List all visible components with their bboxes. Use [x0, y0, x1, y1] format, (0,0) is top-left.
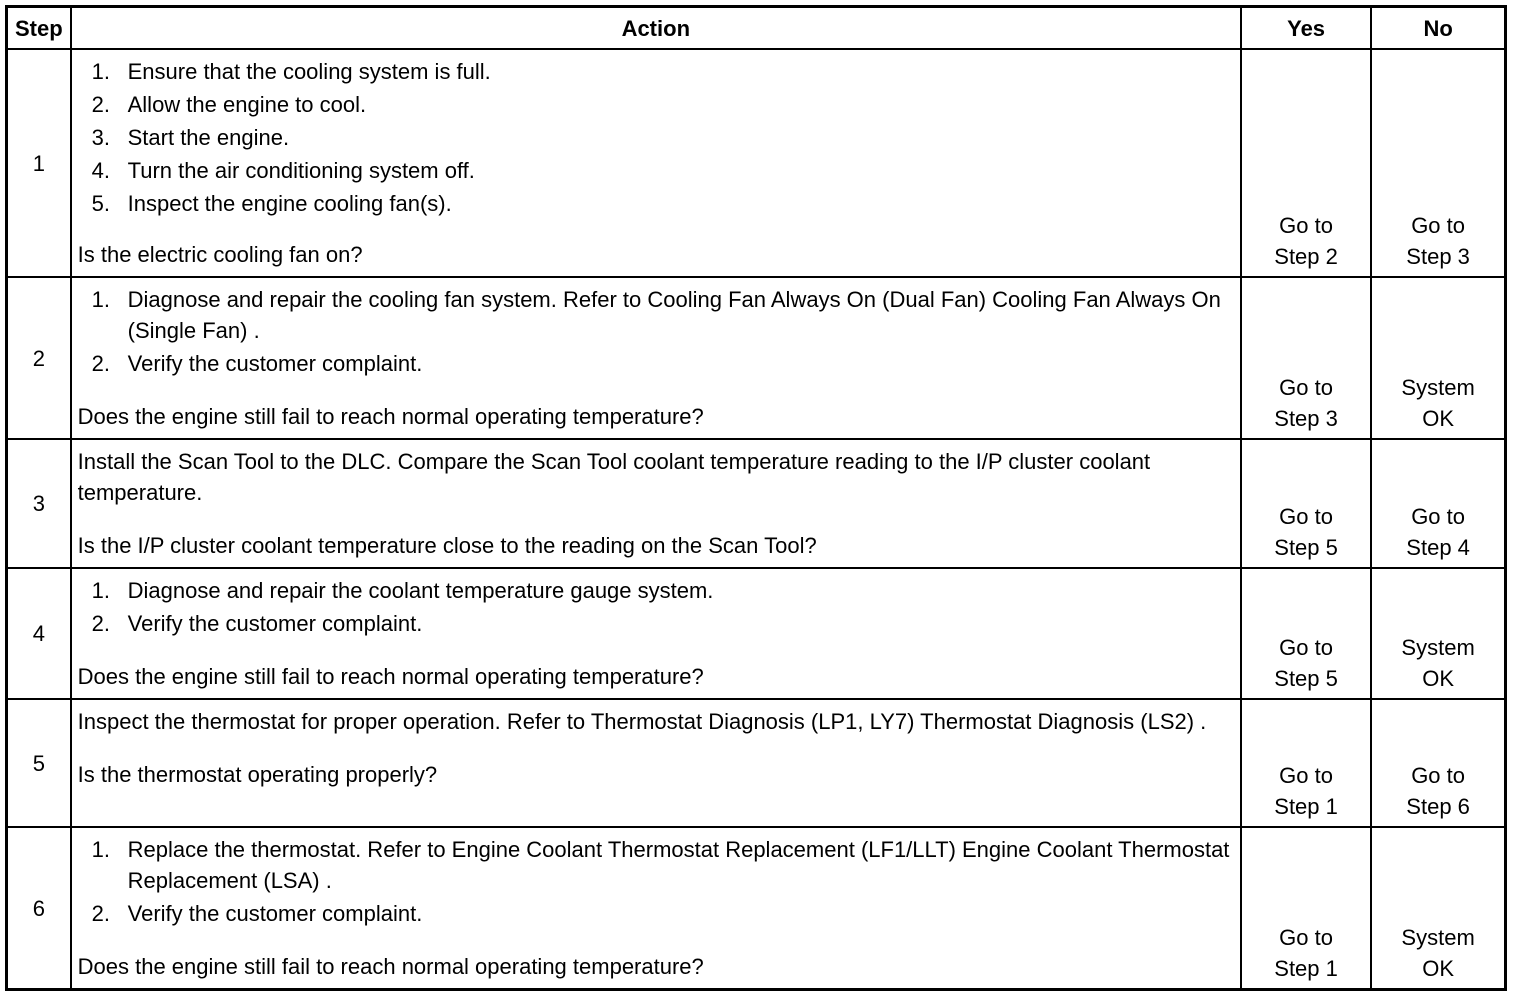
yes-result [1241, 827, 1371, 990]
list-item-number: 3. [91, 125, 110, 150]
no-result-line-1: Go to [1411, 763, 1465, 788]
header-step: Step [7, 7, 71, 50]
yes-result-line-2: Step 3 [1274, 406, 1338, 431]
list-item-number: 2. [91, 611, 110, 636]
action-paragraph: Install the Scan Tool to the DLC. Compare the Scan Tool coolant temperature reading to the I/P cluster coolant temperature. [77, 449, 1151, 505]
action-list [78, 56, 1232, 219]
no-result [1371, 699, 1505, 827]
yes-result-line-1: Go to [1279, 375, 1333, 400]
list-item-text: Verify the customer complaint. [127, 611, 423, 636]
list-item-number: 2. [91, 92, 110, 117]
yes-result-line-1: Go to [1279, 925, 1333, 950]
no-result-line-2: OK [1422, 666, 1454, 691]
table-row [7, 439, 1506, 568]
no-result [1371, 568, 1505, 699]
list-item-text: Verify the customer complaint. [127, 901, 423, 926]
no-result-line-2: OK [1422, 406, 1454, 431]
action-cell [71, 699, 1241, 827]
list-item-number: 1. [91, 59, 110, 84]
no-result-line-1: Go to [1411, 213, 1465, 238]
action-question: Is the electric cooling fan on? [77, 242, 363, 267]
yes-result-line-2: Step 2 [1274, 244, 1338, 269]
list-item [78, 834, 1232, 896]
list-item-text: Allow the engine to cool. [127, 92, 367, 117]
table-row [7, 568, 1506, 699]
yes-result-line-2: Step 5 [1274, 535, 1338, 560]
yes-result-line-1: Go to [1279, 763, 1333, 788]
action-list [78, 575, 1232, 639]
yes-result-line-2: Step 1 [1274, 956, 1338, 981]
action-paragraph: Inspect the thermostat for proper operation. Refer to Thermostat Diagnosis (LP1, LY7) Thermostat Diagnosis (LS2) . [77, 709, 1207, 734]
yes-result [1241, 277, 1371, 439]
list-item [78, 89, 1232, 120]
list-item-text: Diagnose and repair the coolant temperature gauge system. [127, 578, 714, 603]
action-cell [71, 827, 1241, 990]
list-item-number: 1. [91, 287, 110, 312]
yes-result [1241, 699, 1371, 827]
yes-result-line-2: Step 1 [1274, 794, 1338, 819]
no-result-line-2: Step 3 [1406, 244, 1470, 269]
list-item-text: Ensure that the cooling system is full. [127, 59, 491, 84]
table-row [7, 699, 1506, 827]
list-item [78, 155, 1232, 186]
list-item-number: 5. [91, 191, 110, 216]
step-number: 1 [7, 49, 71, 277]
action-list [78, 284, 1232, 379]
list-item [78, 898, 1232, 929]
no-result-line-2: Step 6 [1406, 794, 1470, 819]
list-item-text: Inspect the engine cooling fan(s). [127, 191, 452, 216]
list-item-text: Start the engine. [127, 125, 290, 150]
list-item [78, 122, 1232, 153]
no-result-line-1: System [1401, 925, 1475, 950]
action-cell [71, 568, 1241, 699]
list-item-number: 1. [91, 837, 110, 862]
list-item-text: Turn the air conditioning system off. [127, 158, 475, 183]
action-question: Does the engine still fail to reach normal operating temperature? [77, 954, 704, 979]
list-item [78, 348, 1232, 379]
no-result [1371, 439, 1505, 568]
list-item-text: Verify the customer complaint. [127, 351, 423, 376]
diagnostic-table [5, 5, 1507, 991]
step-number: 3 [7, 439, 71, 568]
list-item-number: 2. [91, 901, 110, 926]
step-number: 2 [7, 277, 71, 439]
no-result-line-2: OK [1422, 956, 1454, 981]
list-item [78, 56, 1232, 87]
list-item [78, 188, 1232, 219]
list-item-text: Replace the thermostat. Refer to Engine Coolant Thermostat Replacement (LF1/LLT) Engine Coolant Thermostat Replacement (LSA) . [127, 837, 1230, 893]
yes-result [1241, 568, 1371, 699]
list-item-text: Diagnose and repair the cooling fan system. Refer to Cooling Fan Always On (Dual Fan) Cooling Fan Always On (Single Fan) . [127, 287, 1221, 343]
step-number: 4 [7, 568, 71, 699]
header-row [7, 7, 1506, 50]
action-list [78, 834, 1232, 929]
list-item-number: 4. [91, 158, 110, 183]
yes-result-line-1: Go to [1279, 635, 1333, 660]
action-question: Does the engine still fail to reach normal operating temperature? [77, 664, 704, 689]
action-question: Is the I/P cluster coolant temperature close to the reading on the Scan Tool? [77, 533, 817, 558]
action-cell [71, 277, 1241, 439]
yes-result-line-1: Go to [1279, 504, 1333, 529]
list-item-number: 2. [91, 351, 110, 376]
header-yes: Yes [1241, 7, 1371, 50]
header-no: No [1371, 7, 1505, 50]
yes-result-line-2: Step 5 [1274, 666, 1338, 691]
action-cell [71, 439, 1241, 568]
table-row [7, 827, 1506, 990]
no-result-line-1: System [1401, 635, 1475, 660]
list-item [78, 284, 1232, 346]
action-question: Does the engine still fail to reach normal operating temperature? [77, 404, 704, 429]
no-result-line-1: Go to [1411, 504, 1465, 529]
step-number: 6 [7, 827, 71, 990]
yes-result [1241, 439, 1371, 568]
action-question: Is the thermostat operating properly? [77, 762, 438, 787]
no-result [1371, 827, 1505, 990]
list-item [78, 608, 1232, 639]
yes-result-line-1: Go to [1279, 213, 1333, 238]
header-action: Action [71, 7, 1241, 50]
action-cell [71, 49, 1241, 277]
yes-result [1241, 49, 1371, 277]
no-result-line-1: System [1401, 375, 1475, 400]
no-result [1371, 49, 1505, 277]
no-result [1371, 277, 1505, 439]
step-number: 5 [7, 699, 71, 827]
list-item [78, 575, 1232, 606]
table-row [7, 277, 1506, 439]
list-item-number: 1. [91, 578, 110, 603]
table-row [7, 49, 1506, 277]
no-result-line-2: Step 4 [1406, 535, 1470, 560]
